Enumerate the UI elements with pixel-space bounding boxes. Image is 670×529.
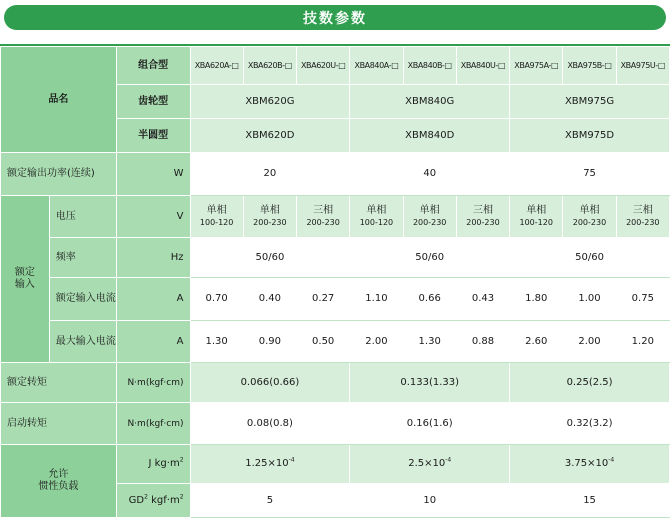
frequency-value: 50/60 [510,238,670,278]
starting-torque-value: 0.32(3.2) [510,403,670,445]
page-title-banner [4,5,666,30]
voltage-range: 200-230 [253,217,287,227]
inertia-gd-value: 5 [190,484,350,518]
max-current-value: 2.00 [563,321,616,363]
voltage-cell [297,196,350,238]
combo-type-label: 组合型 [116,47,190,85]
gear-model: XBM840G [350,85,510,119]
starting-torque-row [1,403,670,445]
rated-current-value: 1.80 [510,278,563,321]
max-current-value: 1.30 [403,321,456,363]
phase-label: 三相 [313,204,334,216]
rated-torque-value: 0.066(0.66) [190,363,350,403]
starting-torque-value: 0.16(1.6) [350,403,510,445]
voltage-cell [403,196,456,238]
frequency-unit: Hz [116,238,190,278]
combo-model: XBA975U-□ [616,47,669,85]
voltage-range: 100-120 [359,217,394,227]
spec-table [0,46,670,518]
combo-model: XBA620A-□ [190,47,243,85]
max-current-value: 1.20 [616,321,669,363]
inertia-j-mantissa: 3.75×10 [564,458,609,469]
phase-label: 三相 [632,204,653,216]
rated-current-value: 1.00 [563,278,616,321]
rated-current-value: 0.27 [297,278,350,321]
inertia-j-exp: -4 [445,456,452,464]
gear-model: XBM975G [510,85,670,119]
voltage-cell [350,196,403,238]
rated-output-value: 20 [190,153,350,196]
combo-model: XBA975A-□ [510,47,563,85]
starting-torque-unit: N·m(kgf·cm) [116,403,190,445]
voltage-cell [563,196,616,238]
semicircle-model: XBM975D [510,119,670,153]
voltage-range: 200-230 [412,217,447,227]
voltage-range: 100-120 [519,217,553,227]
rated-input-group-label: 额定 输入 [1,196,50,363]
inertia-j-value [350,445,510,484]
max-current-unit: A [116,321,190,363]
inertia-gd-unit-exp1: 2 [144,493,148,501]
rated-output-unit: W [116,153,190,196]
rated-torque-value: 0.133(1.33) [350,363,510,403]
rated-torque-value: 0.25(2.5) [510,363,670,403]
max-current-value: 1.30 [190,321,243,363]
inertia-j-unit-exp: 2 [179,456,184,464]
phase-label: 三相 [472,204,493,216]
max-current-value: 0.50 [297,321,350,363]
combo-row [1,47,670,85]
frequency-value: 50/60 [190,238,350,278]
rated-current-value: 0.75 [616,278,669,321]
semicircle-model: XBM620D [190,119,350,153]
inertia-j-value [190,445,350,484]
phase-label: 单相 [366,204,387,216]
inertia-j-mantissa: 1.25×10 [245,458,289,469]
combo-model: XBA840B-□ [403,47,456,85]
rated-torque-row [1,363,670,403]
inertia-j-mantissa: 2.5×10 [408,458,446,469]
inertia-j-row [1,445,670,484]
voltage-row [1,196,670,238]
max-current-value: 0.90 [243,321,296,363]
rated-current-label: 额定输入电流 [49,278,116,321]
voltage-label: 电压 [49,196,116,238]
inertia-j-value [510,445,670,484]
rated-output-row [1,153,670,196]
rated-current-value: 0.70 [190,278,243,321]
voltage-cell [190,196,243,238]
combo-model: XBA840A-□ [350,47,403,85]
voltage-range: 200-230 [466,217,500,227]
inertia-gd-value: 10 [350,484,510,518]
inertia-gd-unit-mid: kgf·m [147,494,180,506]
phase-label: 单相 [526,204,547,216]
inertia-j-exp: -4 [288,456,295,464]
voltage-cell [456,196,509,238]
semicircle-model: XBM840D [350,119,510,153]
combo-model: XBA975B-□ [563,47,616,85]
rated-torque-label: 额定转矩 [1,363,117,403]
inertia-gd-unit-pre: GD [128,494,145,506]
voltage-range: 200-230 [306,217,340,227]
gear-type-label: 齿轮型 [116,85,190,119]
voltage-range: 200-230 [626,217,660,227]
rated-current-value: 0.40 [243,278,296,321]
inertia-j-unit [116,445,190,484]
voltage-cell [243,196,296,238]
rated-current-value: 0.43 [456,278,509,321]
rated-current-value: 1.10 [350,278,403,321]
voltage-range: 200-230 [572,217,607,227]
phase-label: 单相 [259,204,280,216]
max-current-label: 最大输入电流 [49,321,116,363]
inertia-gd-unit-exp2: 2 [179,493,184,501]
voltage-cell [616,196,669,238]
voltage-unit: V [116,196,190,238]
phase-label: 单相 [579,204,600,216]
starting-torque-label: 启动转矩 [1,403,117,445]
voltage-range: 100-120 [199,217,234,227]
gear-model: XBM620G [190,85,350,119]
frequency-row [1,238,670,278]
combo-model: XBA840U-□ [456,47,509,85]
max-current-value: 2.00 [350,321,403,363]
frequency-value: 50/60 [350,238,510,278]
semicircle-type-label: 半圆型 [116,119,190,153]
combo-model: XBA620U-□ [297,47,350,85]
voltage-cell [510,196,563,238]
max-current-value: 0.88 [456,321,509,363]
inertia-gd-value: 15 [510,484,670,518]
max-current-value: 2.60 [510,321,563,363]
inertia-group-label: 允许 惯性负载 [1,445,117,518]
rated-output-value: 75 [510,153,670,196]
rated-current-unit: A [116,278,190,321]
combo-model: XBA620B-□ [243,47,296,85]
rated-output-value: 40 [350,153,510,196]
product-name-label: 品名 [1,47,117,153]
max-current-row [1,321,670,363]
phase-label: 单相 [419,204,440,216]
inertia-gd-unit [116,484,190,518]
phase-label: 单相 [206,204,227,216]
rated-output-label: 额定输出功率(连续) [1,153,117,196]
inertia-j-unit-base: J kg·m [148,458,180,469]
starting-torque-value: 0.08(0.8) [190,403,350,445]
page-title: 技数参数 [303,10,367,27]
rated-current-row [1,278,670,321]
rated-current-value: 0.66 [403,278,456,321]
frequency-label: 频率 [49,238,116,278]
rated-torque-unit: N·m(kgf·cm) [116,363,190,403]
inertia-j-exp: -4 [608,456,615,464]
